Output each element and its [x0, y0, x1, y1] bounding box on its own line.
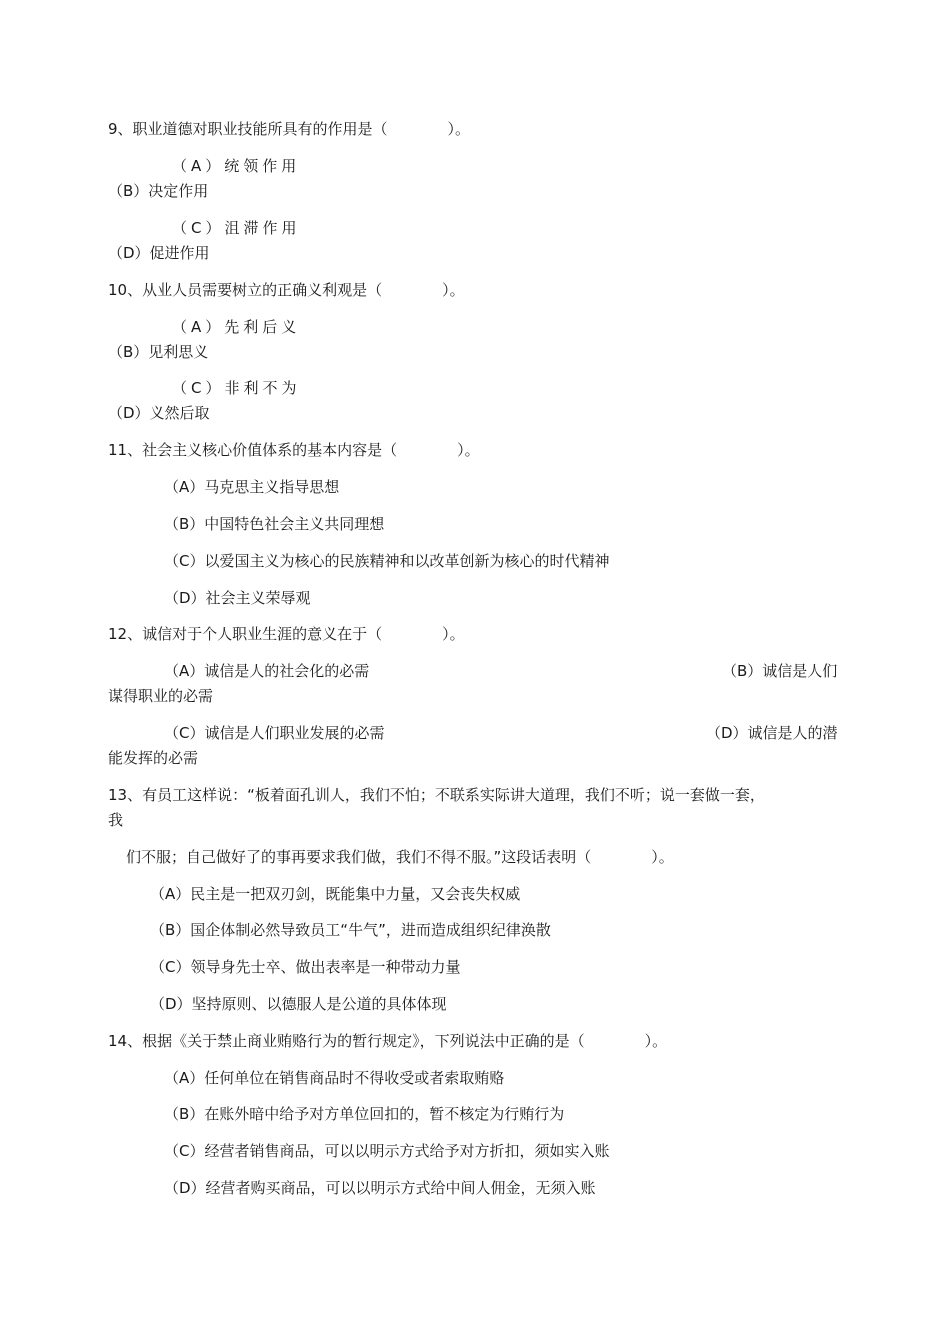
question-13-stem-line-1: 13、有员工这样说：“板着面孔训人，我们不怕；不联系实际讲大道理，我们不听；说一套做一套， [108, 786, 765, 804]
question-10-stem: 10、从业人员需要树立的正确义利观是（ ）。 [108, 281, 465, 299]
question-12-option-a: （A）诚信是人的社会化的必需 [164, 662, 370, 680]
question-9-option-d: （D）促进作用 [108, 244, 210, 262]
question-14-option-c: （C）经营者销售商品，可以以明示方式给予对方折扣，须如实入账 [164, 1142, 610, 1160]
question-12-option-c: （C）诚信是人们职业发展的必需 [164, 724, 385, 742]
question-9-option-c: （C）沮滞作用 [172, 219, 301, 237]
question-11-option-b: （B）中国特色社会主义共同理想 [164, 515, 385, 533]
question-14-option-b: （B）在账外暗中给予对方单位回扣的，暂不核定为行贿行为 [164, 1105, 565, 1123]
question-9-stem: 9、职业道德对职业技能所具有的作用是（ ）。 [108, 120, 471, 138]
question-11-option-d: （D）社会主义荣辱观 [164, 589, 311, 607]
question-12-option-b: （B）诚信是人们 [722, 662, 838, 680]
question-13-option-c: （C）领导身先士卒、做出表率是一种带动力量 [150, 958, 461, 976]
question-14-option-a: （A）任何单位在销售商品时不得收受或者索取贿赂 [164, 1069, 505, 1087]
question-13-stem-line-3: 们不服；自己做好了的事再要求我们做，我们不得不服。”这段话表明（ ）。 [126, 848, 674, 866]
question-10-option-a: （A）先利后义 [172, 318, 301, 336]
question-12-option-b-continued: 谋得职业的必需 [108, 687, 214, 705]
question-14-stem: 14、根据《关于禁止商业贿赂行为的暂行规定》，下列说法中正确的是（ ）。 [108, 1032, 668, 1050]
question-12-stem: 12、诚信对于个人职业生涯的意义在于（ ）。 [108, 625, 465, 643]
question-12-option-d: （D）诚信是人的潜 [706, 724, 838, 742]
question-9-option-b: （B）决定作用 [108, 182, 209, 200]
question-13-option-b: （B）国企体制必然导致员工“牛气”，进而造成组织纪律涣散 [150, 921, 551, 939]
question-10-option-b: （B）见利思义 [108, 343, 209, 361]
question-13-option-d: （D）坚持原则、以德服人是公道的具体体现 [150, 995, 447, 1013]
question-14-option-d: （D）经营者购买商品，可以以明示方式给中间人佣金，无须入账 [164, 1179, 596, 1197]
question-13-stem-line-2: 我 [108, 811, 124, 829]
question-13-option-a: （A）民主是一把双刃剑，既能集中力量，又会丧失权威 [150, 885, 521, 903]
question-11-option-c: （C）以爱国主义为核心的民族精神和以改革创新为核心的时代精神 [164, 552, 610, 570]
question-11-stem: 11、社会主义核心价值体系的基本内容是（ ）。 [108, 441, 480, 459]
question-11-option-a: （A）马克思主义指导思想 [164, 478, 340, 496]
question-10-option-d: （D）义然后取 [108, 404, 210, 422]
question-9-option-a: （A）统领作用 [172, 157, 301, 175]
question-10-option-c: （C）非利不为 [172, 379, 301, 397]
question-12-option-d-continued: 能发挥的必需 [108, 749, 199, 767]
